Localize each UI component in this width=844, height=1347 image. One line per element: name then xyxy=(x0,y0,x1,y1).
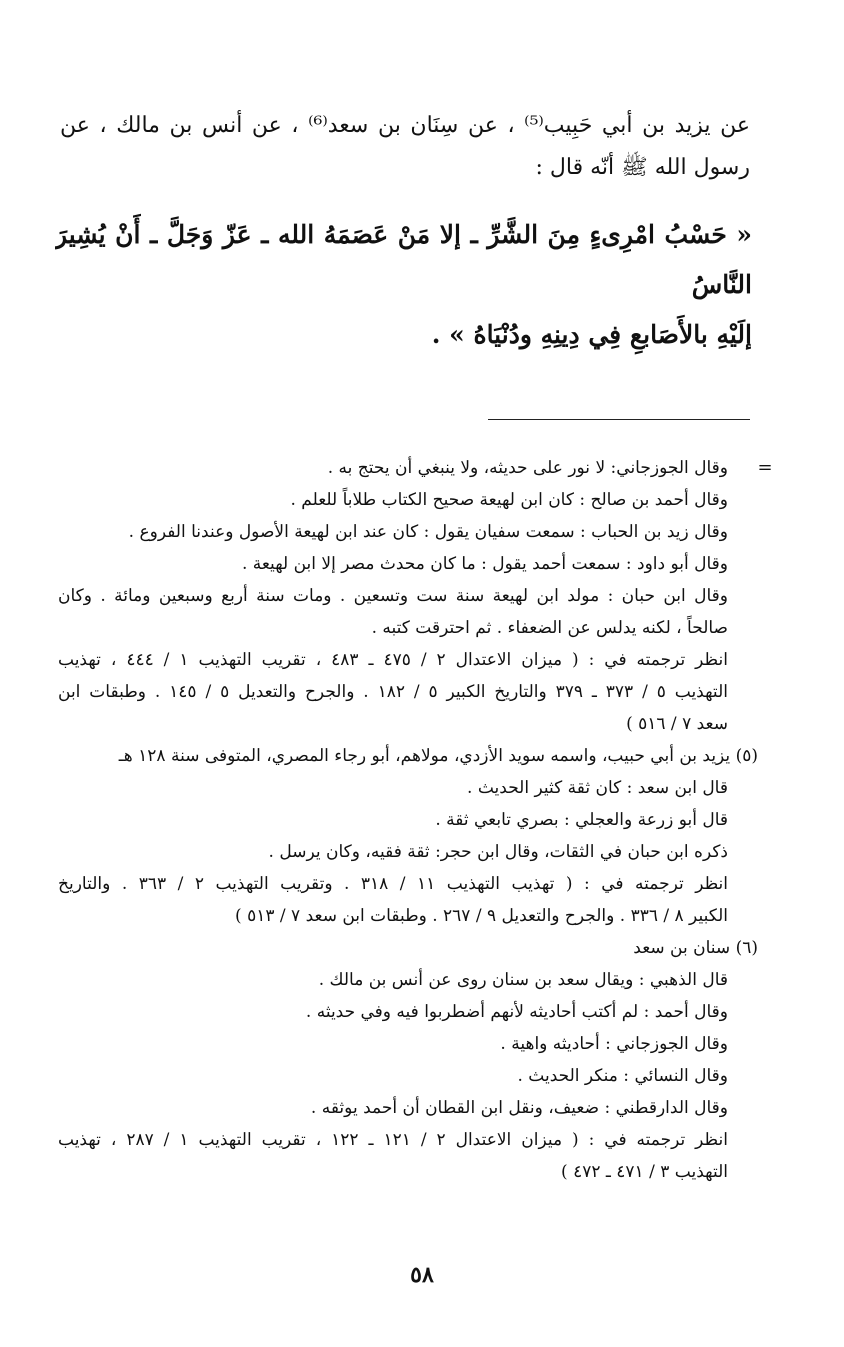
footnote-divider xyxy=(488,419,750,420)
footnote-continued xyxy=(58,452,728,740)
footnote-line: ذكره ابن حبان في الثقات، وقال ابن حجر: ثقة فقيه، وكان يرسل . xyxy=(268,842,728,862)
footnotes xyxy=(58,452,758,1188)
footnote-5-head xyxy=(58,740,758,772)
continuation-marker: = xyxy=(757,457,773,478)
footnote-line: قال أبو زرعة والعجلي : بصري تابعي ثقة . xyxy=(435,810,728,830)
footnote-line: الكبير ٨ / ٣٣٦ . والجرح والتعديل ٩ / ٢٦٧ . وطبقات ابن سعد ٧ / ٥١٣ ) xyxy=(235,906,728,926)
footnote-line: قال ابن سعد : كان ثقة كثير الحديث . xyxy=(467,778,728,798)
footnote-line: التهذيب ٣ / ٤٧١ ـ ٤٧٢ ) xyxy=(561,1162,728,1182)
footnote-5-number: (٥) xyxy=(735,746,758,766)
footnote-line: التهذيب ٥ / ٣٧٣ ـ ٣٧٩ والتاريخ الكبير ٥ / ١٨٢ . والجرح والتعديل ٥ / ١٤٥ . وطبقات ابن xyxy=(58,682,728,702)
main-line-2: رسول الله ﷺ أنّه قال : xyxy=(535,155,750,180)
hadith-line-2: إلَيْهِ بالأَصَابعِ فِي دِينِهِ ودُنْيَاهُ » . xyxy=(431,320,752,349)
main-text xyxy=(60,105,750,189)
footnote-line: وقال الدارقطني : ضعيف، ونقل ابن القطان أن أحمد يوثقه . xyxy=(310,1098,728,1118)
footnote-line: وقال أحمد بن صالح : كان ابن لهيعة صحيح الكتاب طلاباً للعلم . xyxy=(290,490,728,510)
footnote-5-title: يزيد بن أبي حبيب، واسمه سويد الأزدي، مولاهم، أبو رجاء المصري، المتوفى سنة ١٢٨ هـ xyxy=(118,746,731,766)
footnote-line: وقال الجوزجاني : أحاديثه واهية . xyxy=(500,1034,728,1054)
main-line-1: عن يزيد بن أبي حَبِيب⁽⁵⁾ ، عن سِنَان بن سعد⁽⁶⁾ ، عن أنس بن مالك ، عن xyxy=(60,113,750,138)
footnote-line: وقال أحمد : لم أكتب أحاديثه لأنهم أضطربوا فيه وفي حديثه . xyxy=(305,1002,728,1022)
footnote-line: وقال أبو داود : سمعت أحمد يقول : ما كان محدث مصر إلا ابن لهيعة . xyxy=(241,554,728,574)
footnote-line: وقال الجوزجاني: لا نور على حديثه، ولا ينبغي أن يحتج به . xyxy=(327,458,728,478)
footnote-line: وقال زيد بن الحباب : سمعت سفيان يقول : كان عند ابن لهيعة الأصول وعندنا الفروع . xyxy=(128,522,728,542)
footnote-line: سعد ٧ / ٥١٦ ) xyxy=(626,714,728,734)
footnote-6-title: سنان بن سعد xyxy=(633,938,731,958)
footnote-6 xyxy=(58,932,758,1188)
footnote-line: صالحاً ، لكنه يدلس عن الضعفاء . ثم احترقت كتبه . xyxy=(371,618,728,638)
footnote-6-head xyxy=(58,932,758,964)
page-number: ٥٨ xyxy=(410,1262,434,1288)
footnote-6-number: (٦) xyxy=(735,938,758,958)
footnote-5 xyxy=(58,740,758,932)
footnote-line: وقال ابن حبان : مولد ابن لهيعة سنة ست وتسعين . ومات سنة أربع وسبعين ومائة . وكان xyxy=(58,586,728,606)
hadith-line-1: « حَسْبُ امْرِىءٍ مِنَ الشَّرِّ ـ إلا مَنْ عَصَمَهُ الله ـ عَزّ وَجَلَّ ـ أَنْ يُشِيرَ النَّاسُ xyxy=(55,220,752,299)
footnote-line: انظر ترجمته في : ( ميزان الاعتدال ٢ / ١٢١ ـ ١٢٢ ، تقريب التهذيب ١ / ٢٨٧ ، تهذيب xyxy=(58,1130,728,1150)
hadith-text xyxy=(55,210,752,360)
footnote-line: قال الذهبي : ويقال سعد بن سنان روى عن أنس بن مالك . xyxy=(318,970,728,990)
footnote-line: انظر ترجمته في : ( ميزان الاعتدال ٢ / ٤٧٥ ـ ٤٨٣ ، تقريب التهذيب ١ / ٤٤٤ ، تهذيب xyxy=(58,650,728,670)
footnote-line: انظر ترجمته في : ( تهذيب التهذيب ١١ / ٣١٨ . وتقريب التهذيب ٢ / ٣٦٣ . والتاريخ xyxy=(58,874,728,894)
footnote-line: وقال النسائي : منكر الحديث . xyxy=(517,1066,728,1086)
